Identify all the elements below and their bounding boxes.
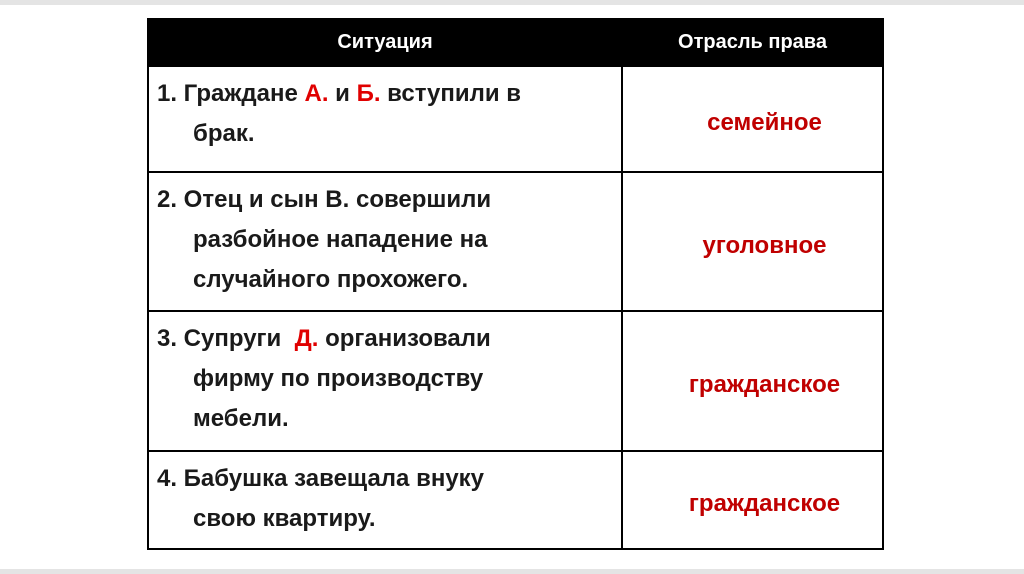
law-branch-table bbox=[147, 18, 884, 550]
situation-cell-3 bbox=[148, 311, 622, 451]
situation-1-line-2: брак. bbox=[193, 120, 255, 147]
slide-top-edge bbox=[0, 0, 1024, 5]
name-b: Б. bbox=[356, 80, 381, 107]
situation-cell-4 bbox=[148, 451, 622, 549]
situation-3-line-3: мебели. bbox=[193, 405, 289, 432]
table-row bbox=[148, 311, 883, 451]
branch-answer-3: гражданское bbox=[688, 371, 841, 398]
situation-2-line-3: случайного прохожего. bbox=[193, 266, 469, 293]
branch-cell-3 bbox=[622, 311, 883, 451]
table-row bbox=[148, 451, 883, 549]
branch-cell-2 bbox=[622, 172, 883, 311]
situation-cell-2 bbox=[148, 172, 622, 311]
slide-bottom-edge bbox=[0, 569, 1024, 574]
situation-cell-1 bbox=[148, 66, 622, 172]
situation-4-line-2: свою квартиру. bbox=[193, 505, 376, 532]
situation-3-line-1: 3. Супруги Д. организовали bbox=[157, 325, 491, 352]
situation-4-line-1: 4. Бабушка завещала внуку bbox=[157, 465, 485, 492]
branch-cell-4 bbox=[622, 451, 883, 549]
branch-answer-4: гражданское bbox=[688, 490, 841, 517]
situation-2-line-1: 2. Отец и сын В. совершили bbox=[157, 186, 492, 213]
situation-2-line-2: разбойное нападение на bbox=[193, 226, 488, 253]
table-header-row bbox=[148, 19, 883, 66]
table-row bbox=[148, 172, 883, 311]
name-d: Д. bbox=[294, 325, 319, 352]
branch-answer-2: уголовное bbox=[702, 231, 827, 259]
branch-cell-1 bbox=[622, 66, 883, 172]
header-situation: Ситуация bbox=[148, 19, 622, 66]
table-row bbox=[148, 66, 883, 172]
situation-3-line-2: фирму по производству bbox=[193, 365, 484, 392]
situation-1-line-1: 1. Граждане А. и Б. вступили в bbox=[157, 80, 522, 107]
branch-answer-1: семейное bbox=[707, 109, 822, 136]
name-a: А. bbox=[304, 80, 329, 107]
header-branch: Отрасль права bbox=[622, 19, 883, 66]
